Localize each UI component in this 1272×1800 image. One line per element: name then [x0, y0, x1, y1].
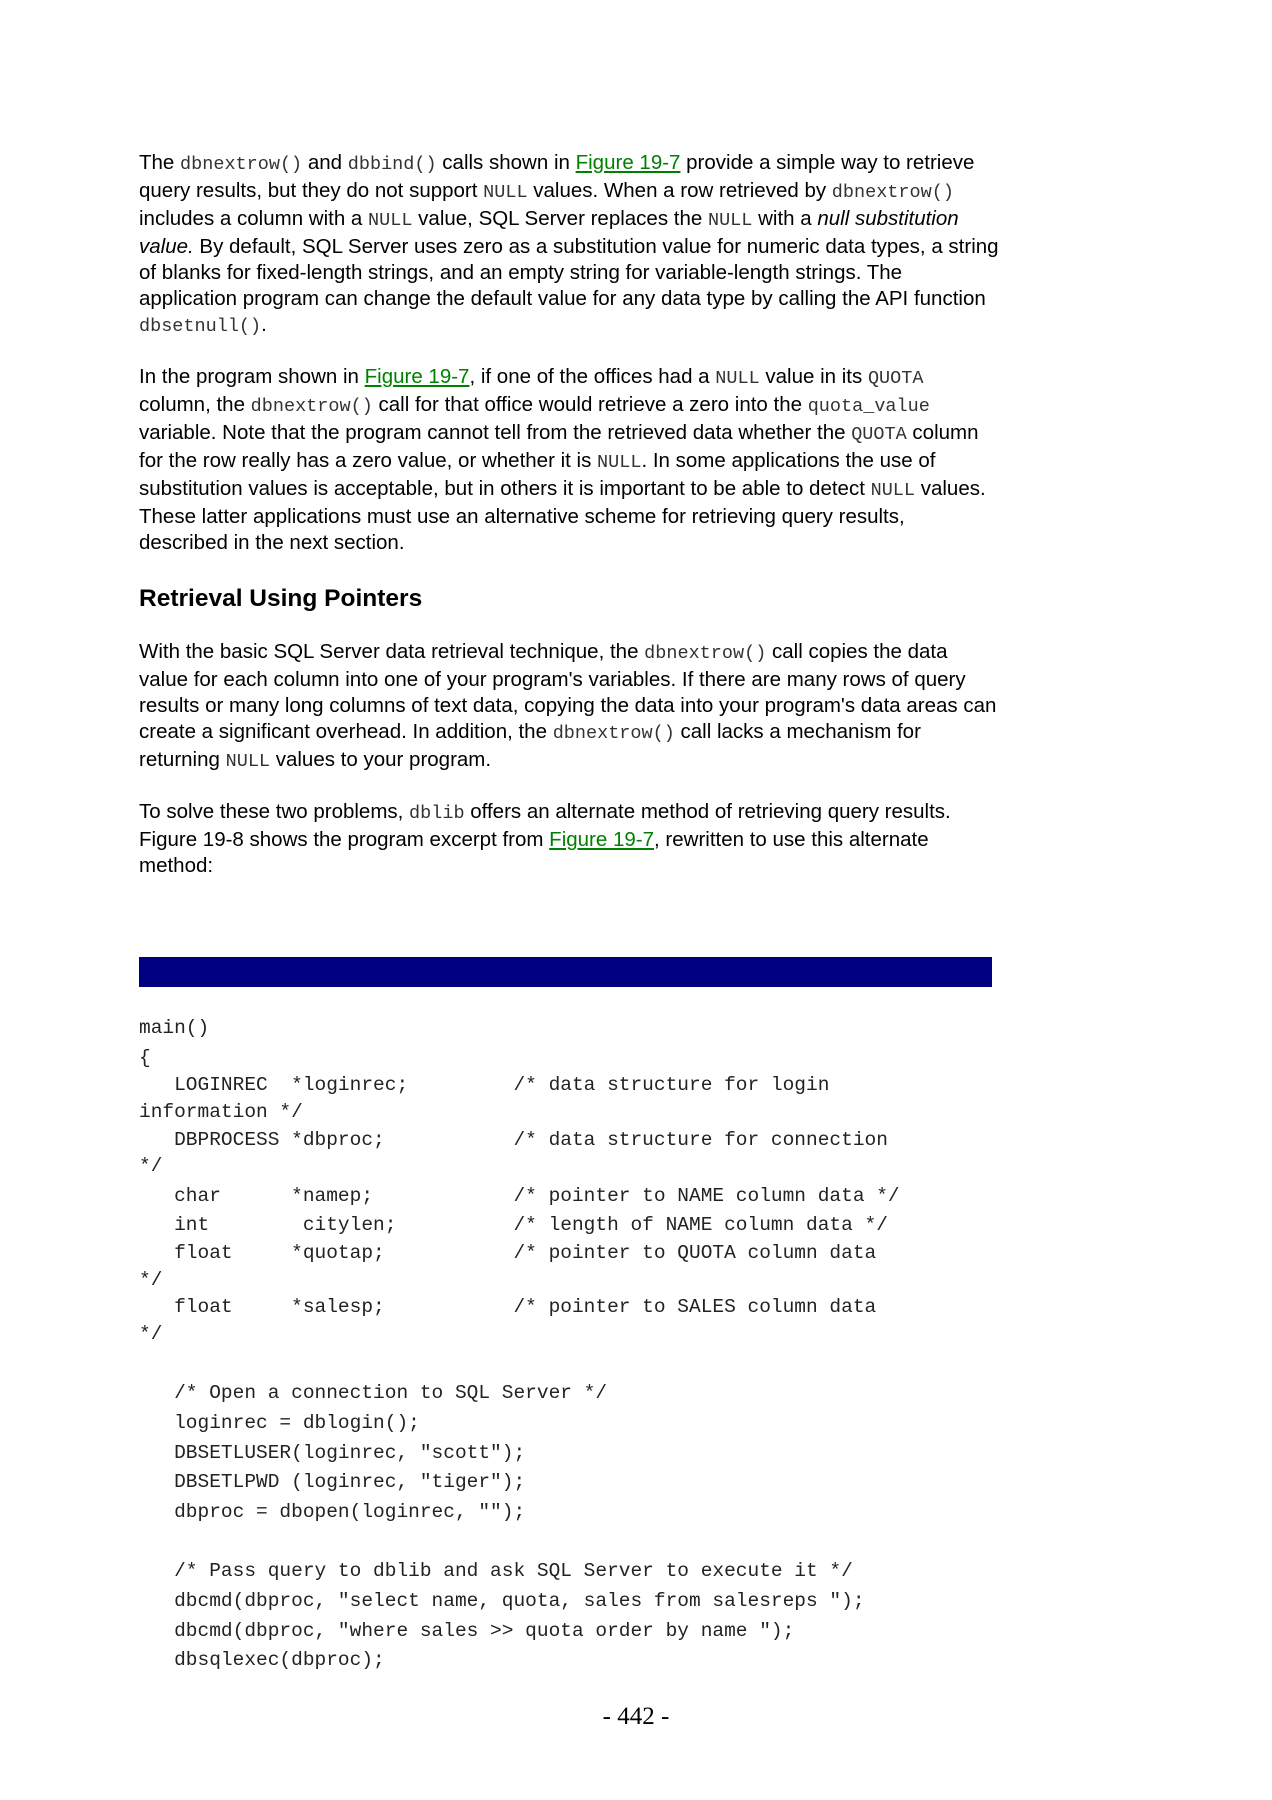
paragraph-alternate-method: To solve these two problems, dblib offers an alternate method of retrieving query results. Figure 19-8 shows the program excerpt from Figure 19-7, rewritten to use this alternate method:: [139, 800, 951, 877]
code-line: dbproc = dbopen(loginrec, "");: [139, 1500, 526, 1523]
code-line: char *namep; /* pointer to NAME column data */: [139, 1184, 900, 1207]
figure-19-7-link[interactable]: Figure 19-7: [364, 365, 470, 388]
code-line: loginrec = dblogin();: [139, 1411, 420, 1434]
code-null: NULL: [870, 480, 916, 501]
body-text: [139, 150, 999, 879]
code-line: DBSETLPWD (loginrec, "tiger");: [139, 1471, 526, 1494]
page-number: - 442 -: [602, 1703, 670, 1730]
code-dblib: dblib: [409, 803, 465, 824]
paragraph-null-substitution: The dbnextrow() and dbbind() calls shown in Figure 19-7 provide a simple way to retrieve query results, but they do not support NULL values. When a row retrieved by dbnextrow() includes a column with a NULL value, SQL Server replaces the NULL with a null substitution value. By default, SQL Server uses zero as a substitution value for numeric data types, a string of blanks for fixed-length strings, and an empty string for variable-length strings. The application program can change the default value for any data type by calling the API function dbsetnull().: [139, 151, 999, 337]
code-line: float *quotap; /* pointer to QUOTA column data: [139, 1242, 877, 1265]
code-listing: [139, 1014, 900, 1676]
code-line: LOGINREC *loginrec; /* data structure for login: [139, 1074, 830, 1097]
code-line: DBSETLUSER(loginrec, "scott");: [139, 1441, 526, 1464]
code-line: dbcmd(dbproc, "select name, quota, sales from salesreps ");: [139, 1590, 865, 1612]
code-dbnextrow: dbnextrow(): [831, 182, 954, 203]
code-quota: QUOTA: [867, 368, 924, 389]
code-dbnextrow: dbnextrow(): [250, 396, 373, 417]
code-line: main(): [139, 1017, 210, 1039]
code-line: dbsqlexec(dbproc);: [139, 1649, 385, 1672]
code-null: NULL: [483, 182, 528, 203]
code-dbbind: dbbind(): [347, 154, 437, 175]
code-dbnextrow: dbnextrow(): [552, 723, 675, 744]
code-line: /* Pass query to dblib and ask SQL Server to execute it */: [139, 1560, 853, 1583]
code-quota: QUOTA: [851, 424, 907, 445]
code-line: DBPROCESS *dbproc; /* data structure for connection: [139, 1128, 888, 1151]
code-line: */: [139, 1268, 163, 1291]
code-line: [139, 1350, 900, 1380]
paragraph-quota-example: In the program shown in Figure 19-7, if one of the offices had a NULL value in its QUOTA column, the dbnextrow() call for that office would retrieve a zero into the quota_value variable. Note that the program cannot tell from the retrieved data whether the QUOTA column for the row really has a zero value, or whether it is NULL. In some applications the use of substitution values is acceptable, but in others it is important to be able to detect NULL values. These latter applications must use an alternative scheme for retrieving query results, described in the next section.: [139, 365, 986, 554]
code-null: NULL: [368, 210, 413, 231]
code-line: {: [139, 1046, 151, 1069]
paragraph-basic-technique: With the basic SQL Server data retrieval technique, the dbnextrow() call copies the data value for each column into one of your program's variables. If there are many rows of query results or many long columns of text data, copying the data into your program's data areas can create a significant overhead. In addition, the dbnextrow() call lacks a mechanism for returning NULL values to your program.: [139, 640, 997, 772]
code-line: information */: [139, 1100, 303, 1123]
code-null: NULL: [707, 210, 753, 231]
code-null: NULL: [597, 452, 642, 473]
code-null: NULL: [225, 751, 271, 772]
code-line: */: [139, 1155, 163, 1178]
code-dbnextrow: dbnextrow(): [644, 643, 767, 664]
section-heading: Retrieval Using Pointers: [139, 585, 423, 612]
figure-19-7-link[interactable]: Figure 19-7: [549, 828, 655, 851]
code-listing-header-bar: [139, 957, 992, 987]
code-dbsetnull: dbsetnull(): [139, 316, 262, 337]
code-line: int citylen; /* length of NAME column data */: [139, 1214, 888, 1237]
code-line: dbcmd(dbproc, "where sales >> quota order by name ");: [139, 1619, 795, 1642]
code-line: [139, 1528, 900, 1558]
code-quota-value: quota_value: [807, 396, 930, 417]
figure-19-7-link[interactable]: Figure 19-7: [575, 151, 681, 174]
emphasis-null-substitution: null substitution value.: [139, 207, 959, 258]
code-line: float *salesp; /* pointer to SALES column data: [139, 1296, 877, 1319]
code-dbnextrow: dbnextrow(): [180, 154, 303, 175]
code-line: /* Open a connection to SQL Server */: [139, 1382, 608, 1405]
code-line: */: [139, 1322, 163, 1345]
code-null: NULL: [715, 368, 760, 389]
